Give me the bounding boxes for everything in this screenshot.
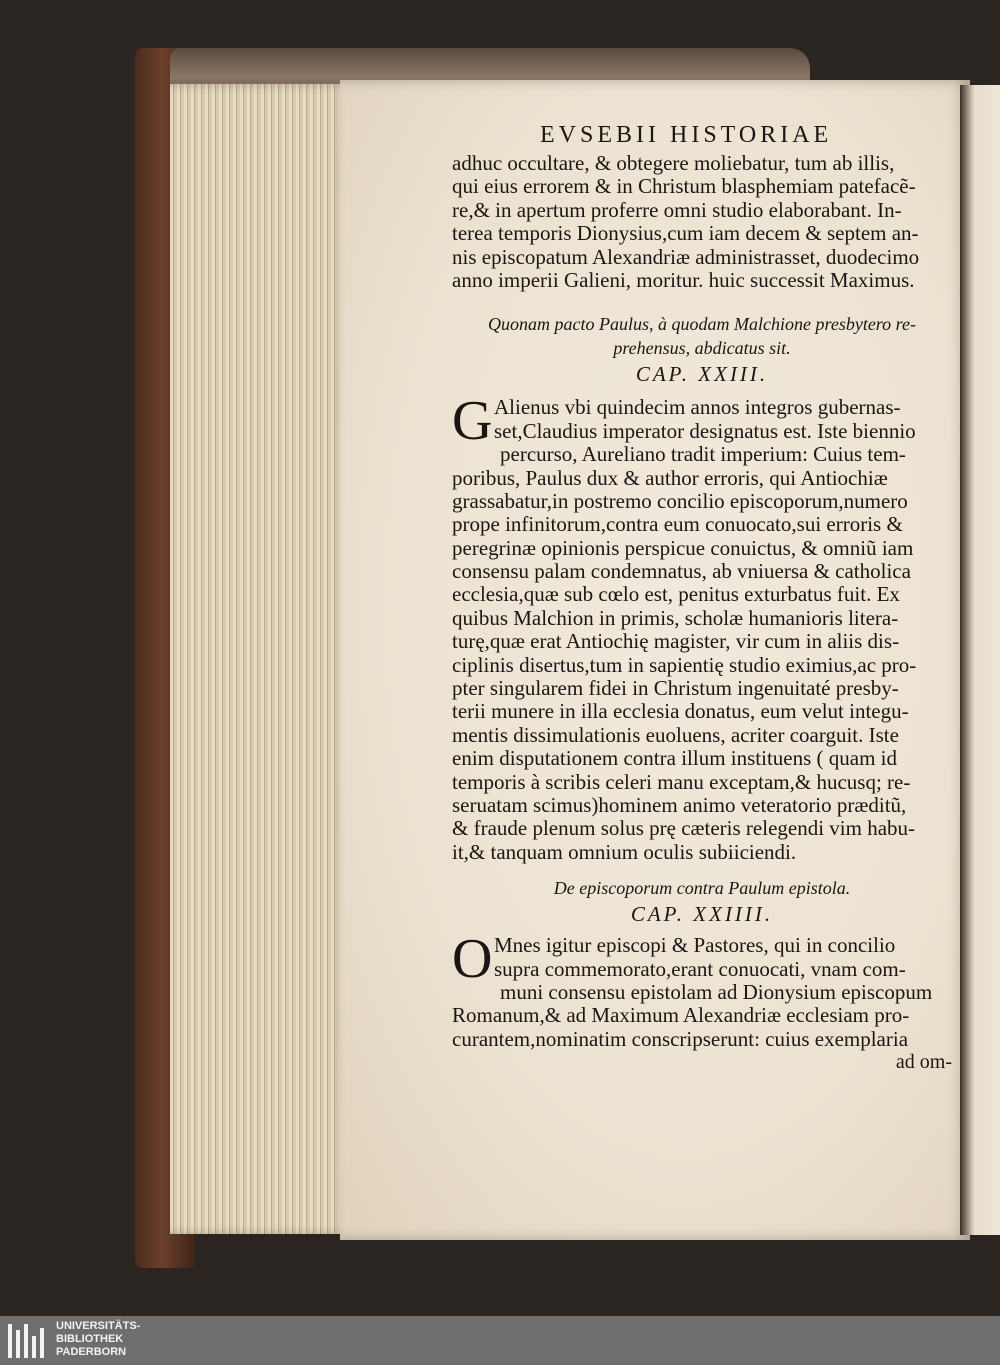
text-line: enim disputationem contra illum instituens ( quam id xyxy=(452,747,898,771)
catchword: ad om- xyxy=(895,1051,952,1074)
drop-capital: G xyxy=(452,390,493,453)
text-line: terea temporis Dionysius,cum iam decem & septem an- xyxy=(452,222,919,246)
library-logo-icon xyxy=(6,1320,48,1362)
text-line: it,& tanquam omnium oculis subiiciendi. xyxy=(452,840,797,864)
text-line: temporis à scribis celeri manu exceptam,& hucusq; re- xyxy=(452,770,911,794)
text-line: consensu palam condemnatus, ab vniuersa & catholica xyxy=(452,560,911,584)
text-line: re,& in apertum proferre omni studio elaborabant. In- xyxy=(452,198,902,222)
chapter-heading: De episcoporum contra Paulum epistola. xyxy=(553,878,851,899)
running-head: EVSEBII HISTORIAE xyxy=(540,122,833,148)
text-line: prope infinitorum,contra eum conuocato,sui erroris & xyxy=(452,513,903,537)
library-footer xyxy=(0,1316,1000,1365)
text-line: Mnes igitur episcopi & Pastores, qui in concilio xyxy=(494,934,896,958)
text-line: adhuc occultare, & obtegere moliebatur, tum ab illis, xyxy=(452,152,895,175)
text-line: ecclesia,quæ sub cœlo est, penitus exturbatus fuit. Ex xyxy=(452,583,900,607)
text-line: anno imperii Galieni, moritur. huic successit Maximus. xyxy=(452,268,915,292)
chapter-number: CAP. XXIIII. xyxy=(630,902,774,927)
text-line: muni consensu epistolam ad Dionysium episcopum xyxy=(500,980,933,1004)
text-line: pter singularem fidei in Christum ingenuitaté presby- xyxy=(452,677,899,701)
text-line: set,Claudius imperator designatus est. Iste biennio xyxy=(494,419,916,443)
text-line: terii munere in illa ecclesia donatus, eum velut integu- xyxy=(452,700,909,724)
text-line: mentis dissimulationis euoluens, acriter coarguit. Iste xyxy=(452,723,899,747)
text-line: ciplinis disertus,tum in sapientię studio eximius,ac pro- xyxy=(452,653,917,677)
text-line: turę,quæ erat Antiochię magister, vir cum in aliis dis- xyxy=(452,630,900,654)
text-line: quibus Malchion in primis, scholæ humanioris litera- xyxy=(452,606,899,630)
intro-paragraph xyxy=(452,152,952,292)
drop-capital: O xyxy=(452,928,493,991)
text-line: supra commemorato,erant conuocati, vnam com- xyxy=(494,957,906,981)
chapter-23-paragraph xyxy=(452,390,952,864)
chapter-24-paragraph xyxy=(452,928,952,1051)
text-line: grassabatur,in postremo concilio episcoporum,numero xyxy=(452,489,908,513)
text-line: Romanum,& ad Maximum Alexandriæ ecclesiam pro- xyxy=(452,1004,910,1028)
page-text xyxy=(452,152,952,1075)
chapter-number: CAP. XXIII. xyxy=(635,362,769,387)
heading-line: Quonam pacto Paulus, à quodam Malchione presbytero re- xyxy=(488,314,916,335)
chapter-heading xyxy=(452,312,952,360)
text-line: Alienus vbi quindecim annos integros gubernas- xyxy=(494,396,901,420)
text-line: & fraude plenum solus prę cæteris relegendi vim habu- xyxy=(452,817,916,841)
text-line: percurso, Aureliano tradit imperium: Cuius tem- xyxy=(500,443,906,467)
heading-line: prehensus, abdicatus sit. xyxy=(613,338,791,359)
library-name: UNIVERSITÄTS- BIBLIOTHEK PADERBORN xyxy=(56,1320,141,1358)
text-line: poribus, Paulus dux & author erroris, qui Antiochiæ xyxy=(452,466,888,490)
text-line: nis episcopatum Alexandriæ administrasset, duodecimo xyxy=(452,245,920,269)
text-line: qui eius errorem & in Christum blasphemiam patefacẽ- xyxy=(452,175,916,199)
text-line: seruatam scimus)hominem animo veteratorio præditũ, xyxy=(452,793,907,817)
text-line: curantem,nominatim conscripserunt: cuius exemplaria xyxy=(452,1027,909,1051)
text-line: peregrinæ opinionis perspicue conuictus, & omniũ iam xyxy=(452,536,914,560)
page-edges xyxy=(170,84,348,1234)
facing-page-gutter xyxy=(960,85,1000,1235)
